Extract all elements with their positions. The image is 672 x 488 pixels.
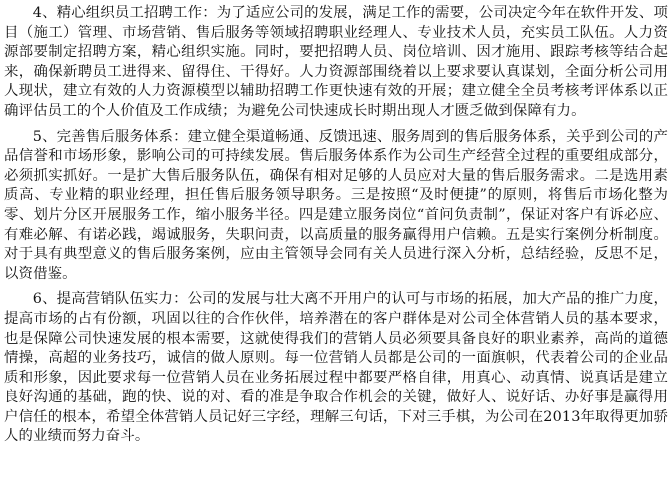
paragraph-recruitment: 4、精心组织员工招聘工作：为了适应公司的发展，满足工作的需要，公司决定今年在软件开发、项目（施工）管理、市场营销、售后服务等领域招聘职业经理人、专业技术人员，充实员工队伍。人力资源部要制定招聘方案，精心组织实施。同时，要把招聘人员、岗位培训、因才施用、跟踪考核等结合起来，确保新聘员工进得来、留得住、干得好。人力资源部围绕着以上要求要认真谋划，全面分析公司用人现状，建立有效的人力资源模型以辅助招聘工作更快速有效的开展；建立健全全员考核考评体系以正确评估员工的个人价值及工作成绩；为避免公司快速成长时期出现人才匮乏做到保障有力。 bbox=[4, 5, 668, 119]
paragraph-sales-team: 6、提高营销队伍实力：公司的发展与壮大离不开用户的认可与市场的拓展，加大产品的推广力度，提高市场的占有份额，巩固以往的合作伙伴，培养潜在的客户群体是对公司全体营销人员的基本要求，也是保障公司快速发展的根本需要，这就使得我们的营销人员必须要具备良好的职业素养，高尚的道德情操，高超的业务技巧，诚信的做人原则。每一位营销人员都是公司的一面旗帜，代表着公司的企业品质和形象，因此要求每一位营销人员在业务拓展过程中都要严格自律，用真心、动真情、说真话是建立良好沟通的基础，跑的快、说的对、看的准是争取合作机会的关键，做好人、说好话、办好事是赢得用户信任的根本，希望全体营销人员记好三字经，理解三句话，下对三手棋，为公司在2013年取得更加骄人的业绩而努力奋斗。 bbox=[4, 291, 668, 445]
paragraph-after-sales-service: 5、完善售后服务体系：建立健全渠道畅通、反馈迅速、服务周到的售后服务体系，关乎到公司的产品信誉和市场形象，影响公司的可持续发展。售后服务体系作为公司生产经营全过程的重要组成部分，必须抓实抓好。一是扩大售后服务队伍，确保有相对足够的人员应对大量的售后服务需求。二是选用素质高、专业精的职业经理，担任售后服务领导职务。三是按照“及时便捷”的原则，将售后市场化整为零、划片分区开展服务工作，缩小服务半径。四是建立服务岗位“首问负责制”，保证对客户有诉必应、有难必解、有诺必践，竭诚服务，失职问责，以高质量的服务赢得用户信赖。五是实行案例分析制度。对于具有典型意义的售后服务案例，应由主管领导会同有关人员进行深入分析，总结经验，反思不足，以资借鉴。 bbox=[4, 128, 668, 282]
